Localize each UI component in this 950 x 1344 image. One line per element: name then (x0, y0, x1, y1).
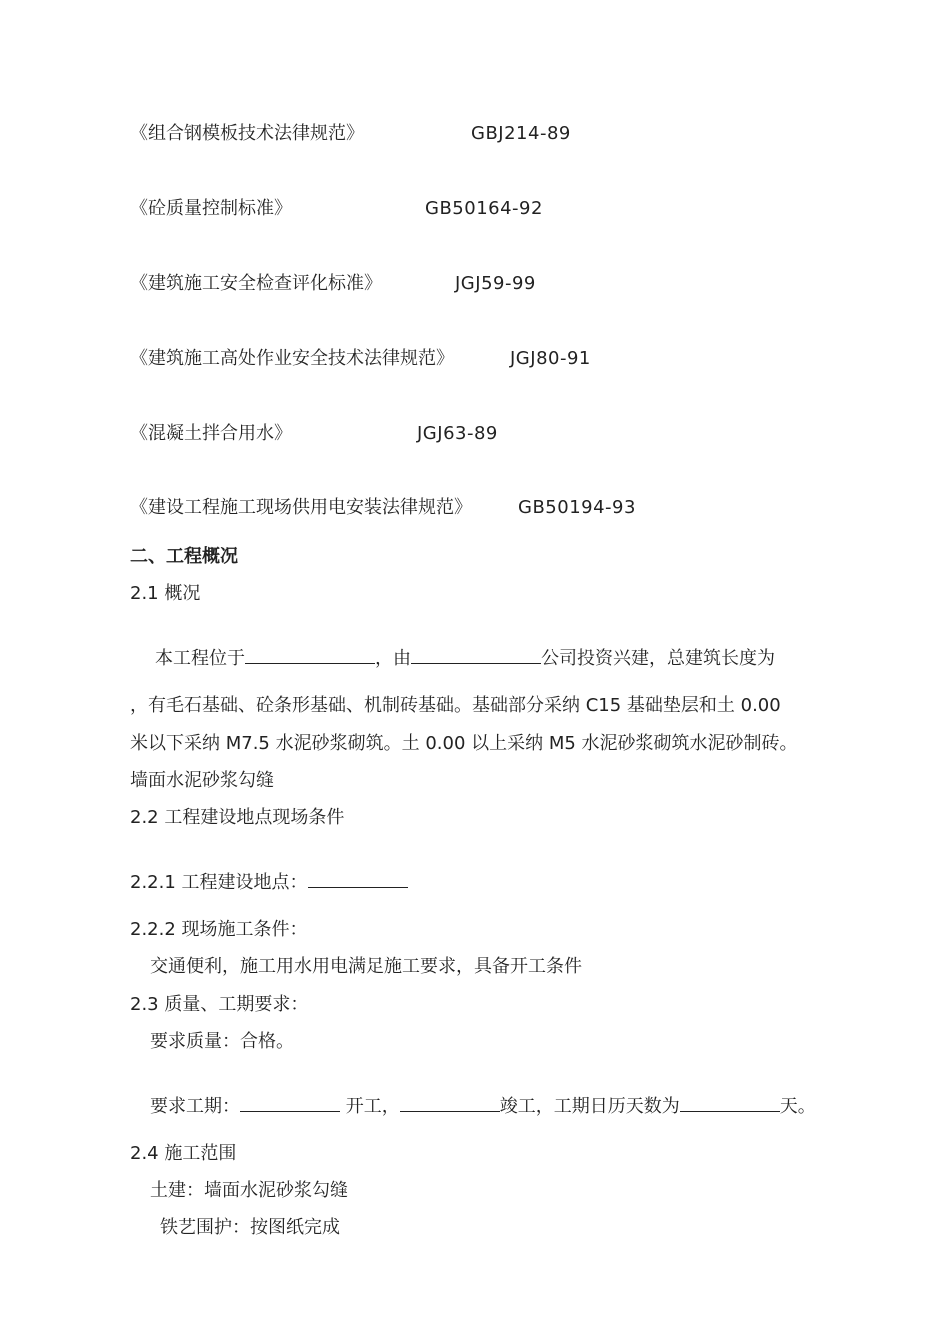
days-blank (680, 1093, 780, 1112)
scope-fencing: 铁艺围护：按图纸完成 (160, 1217, 340, 1238)
standard-code-3: JGJ59-99 (455, 273, 536, 294)
paragraph-masonry: 米以下采纳 M7.5 水泥砂浆砌筑。土 0.00 以上采纳 M5 水泥砂浆砌筑水泥砂制砖。 (130, 733, 798, 754)
standard-name-2: 《砼质量控制标准》 (130, 198, 292, 219)
standard-code-5: JGJ63-89 (417, 423, 498, 444)
quality-requirement: 要求质量：合格。 (150, 1031, 294, 1052)
standard-code-2: GB50164-92 (425, 198, 543, 219)
location-blank (245, 645, 375, 664)
paragraph-pointing: 墙面水泥砂浆勾缝 (130, 770, 274, 791)
standard-name-6: 《建设工程施工现场供用电安装法律规范》 (130, 497, 472, 518)
site-conditions-text: 交通便利，施工用水用电满足施工要求，具备开工条件 (150, 956, 582, 977)
scope-civil: 土建：墙面水泥砂浆勾缝 (150, 1180, 348, 1201)
start-date-blank (240, 1093, 340, 1112)
subheading-2-2: 2.2 工程建设地点现场条件 (130, 807, 345, 828)
standard-name-3: 《建筑施工安全检查评化标准》 (130, 273, 382, 294)
standard-name-5: 《混凝土拌合用水》 (130, 423, 292, 444)
subheading-2-1: 2.1 概况 (130, 583, 201, 604)
section-heading: 二、工程概况 (130, 546, 238, 567)
subheading-2-2-2: 2.2.2 现场施工条件： (130, 919, 308, 940)
standard-code-1: GBJ214-89 (471, 123, 571, 144)
company-blank (411, 645, 541, 664)
subheading-2-4: 2.4 施工范围 (130, 1143, 237, 1164)
finish-date-blank (400, 1093, 500, 1112)
standard-name-1: 《组合钢模板技术法律规范》 (130, 123, 364, 144)
subheading-2-3: 2.3 质量、工期要求： (130, 994, 309, 1015)
standard-code-4: JGJ80-91 (510, 348, 591, 369)
site-location-line: 2.2.1 工程建设地点： (130, 869, 408, 895)
standard-name-4: 《建筑施工高处作业安全技术法律规范》 (130, 348, 454, 369)
paragraph-location: 本工程位于 ，由 公司投资兴建，总建筑长度为 (155, 645, 775, 671)
standard-code-6: GB50194-93 (518, 497, 636, 518)
site-location-blank (308, 869, 408, 888)
period-requirement: 要求工期： 开工， 竣工，工期日历天数为 天。 (150, 1093, 816, 1119)
paragraph-foundation: ，有毛石基础、砼条形基础、机制砖基础。基础部分采纳 C15 基础垫层和土 0.00 (130, 695, 781, 716)
